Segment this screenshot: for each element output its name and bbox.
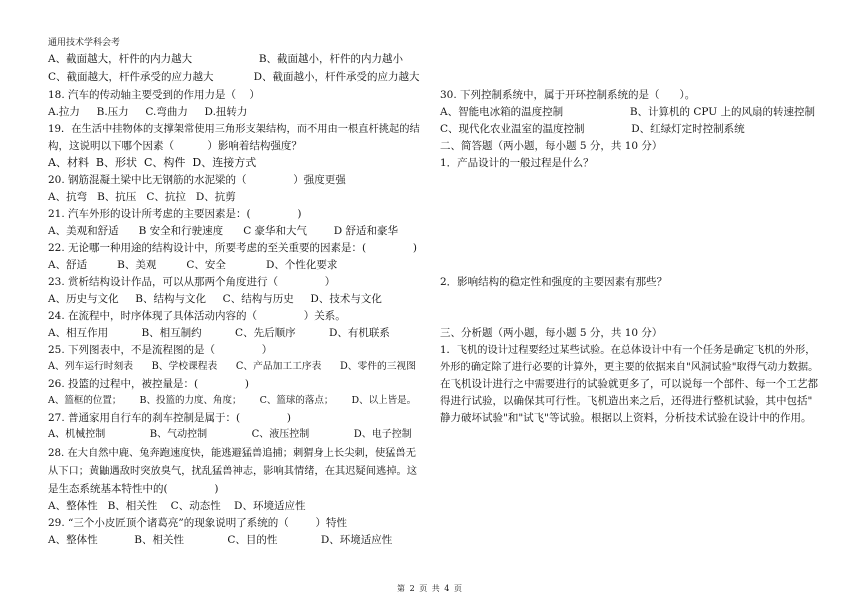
analysis-q1-line-3: 在飞机设计进行之中需要进行的试验就更多了，可以说每一个部件、每一个工艺都	[440, 378, 818, 390]
q30-options-cd: C、现代化农业温室的温度控制 D、红绿灯定时控制系统	[440, 123, 745, 135]
analysis-q1-line-2: 外形的确定除了进行必要的计算外，更主要的依据来自"风洞试验"取得气动力数据。	[440, 361, 819, 373]
page-header: 通用技术学科会考	[48, 38, 121, 48]
q27-stem: 27. 普通家用自行车的刹车控制是属于：( )	[48, 412, 291, 424]
q17-options-ab: A、截面越大，杆件的内力越大 B、截面越小，杆件的内力越小	[48, 53, 404, 65]
q24-options: A、相互作用 B、相互制约 C、先后顺序 D、有机联系	[48, 327, 390, 339]
q22-options: A、舒适 B、美观 C、安全 D、个性化要求	[48, 259, 338, 271]
q21-stem: 21. 汽车外形的设计所考虑的主要因素是：( )	[48, 208, 302, 220]
q22-stem: 22. 无论哪一种用途的结构设计中，所要考虑的至关重要的因素是：( )	[48, 242, 417, 254]
q28-options: A、整体性 B、相关性 C、动态性 D、环境适应性	[48, 500, 306, 512]
q30-stem: 30. 下列控制系统中，属于开环控制系统的是（ ）。	[440, 89, 696, 101]
q26-options: A、篮框的位置； B、投篮的力度、角度； C、篮球的落点； D、以上皆是。	[48, 395, 417, 406]
analysis-q1-line-1: 1．飞机的设计过程要经过某些试验。在总体设计中有一个任务是确定飞机的外形，	[440, 344, 816, 356]
q27-options: A、机械控制 B、气动控制 C、液压控制 D、电子控制	[48, 429, 412, 440]
short-answer-q1: 1．产品设计的一般过程是什么？	[440, 157, 594, 169]
q20-stem: 20. 钢筋混凝土梁中比无钢筋的水泥梁的（ ）强度更强	[48, 174, 346, 186]
q26-stem: 26. 投篮的过程中，被控量是：( )	[48, 378, 249, 390]
q19-stem-2: 构，这说明以下哪个因素（ ）影响着结构强度？	[48, 140, 302, 152]
q25-stem: 25. 下列图表中，不是流程图的是（ ）	[48, 344, 273, 356]
q18-options: A.拉力 B.压力 C.弯曲力 D.扭转力	[48, 106, 248, 118]
q29-stem: 29. “三个小皮匠顶个诸葛亮”的现象说明了系统的（ ）特性	[48, 517, 347, 529]
q21-options: A、美观和舒适 B 安全和行驶速度 C 豪华和大气 D 舒适和豪华	[48, 225, 399, 237]
q28-stem-2: 从下口；黄鼬遇敌时突放臭气，扰乱猛兽神志，影响其情绪，在其迟疑间逃掉。这	[48, 465, 418, 477]
q28-stem-3: 是生态系统基本特性中的( )	[48, 483, 219, 495]
q23-stem: 23. 赏析结构设计作品，可以从那两个角度进行（ ）	[48, 276, 336, 288]
analysis-q1-line-5: 静力破坏试验"和"试飞"等试验。根据以上资料，分析技术试验在设计中的作用。	[440, 412, 812, 424]
section-analysis-title: 三、分析题（两小题，每小题 5 分，共 10 分）	[440, 327, 663, 339]
q19-stem-1: 19．在生活中挂物体的支撑架常使用三角形支架结构，而不用由一根直杆挑起的结	[48, 123, 420, 135]
q18-stem: 18. 汽车的传动轴主要受到的作用力是（ ）	[48, 89, 260, 101]
q17-options-cd: C、截面越大，杆件承受的应力越大 D、截面越小，杆件承受的应力越大	[48, 71, 420, 83]
q24-stem: 24. 在流程中，时序体现了具体活动内容的（ ）关系。	[48, 310, 346, 322]
q19-options: A、材料 B、形状 C、构件 D、连接方式	[48, 156, 257, 169]
page-footer: 第 2 页 共 4 页	[397, 584, 463, 593]
analysis-q1-line-4: 得进行试验，以确保其可行性。飞机造出来之后，还得进行整机试验，其中包括"	[440, 395, 813, 407]
q20-options: A、抗弯 B、抗压 C、抗拉 D、抗剪	[48, 191, 236, 203]
short-answer-q2: 2．影响结构的稳定性和强度的主要因素有那些？	[440, 276, 668, 288]
q30-options-ab: A、智能电冰箱的温度控制 B、计算机的 CPU 上的风扇的转速控制	[440, 106, 815, 118]
q29-options: A、整体性 B、相关性 C、目的性 D、环境适应性	[48, 534, 393, 546]
q25-options: A、列车运行时刻表 B、学校课程表 C、产品加工工序表 D、零件的三视图	[48, 361, 417, 372]
section-short-answer-title: 二、简答题（两小题，每小题 5 分，共 10 分）	[440, 140, 663, 152]
q28-stem-1: 28. 在大自然中鹿、兔奔跑速度快，能逃避猛兽追捕；刺猬身上长尖刺，使猛兽无	[48, 447, 417, 459]
q23-options: A、历史与文化 B、结构与文化 C、结构与历史 D、技术与文化	[48, 293, 382, 305]
